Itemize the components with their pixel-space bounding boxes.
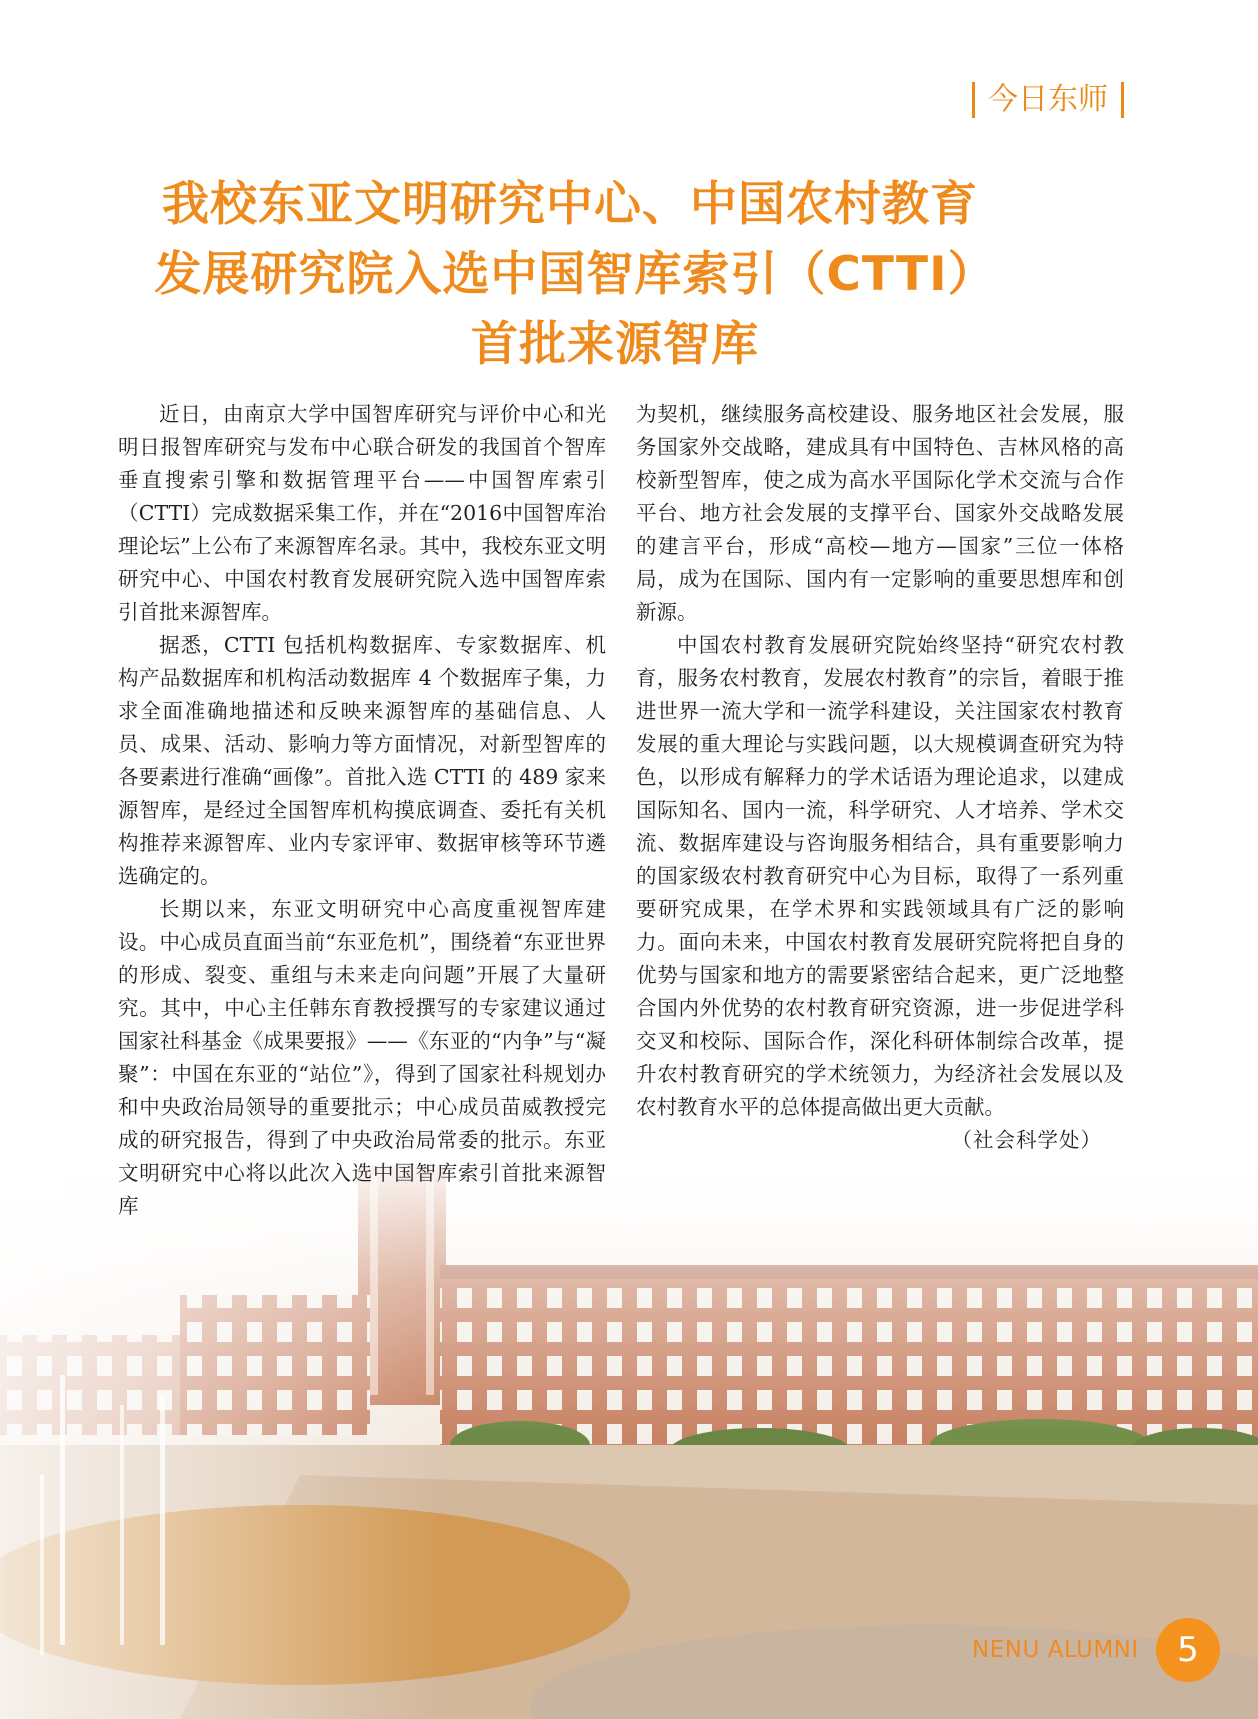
article-column-left — [118, 398, 606, 1223]
paragraph: 中国农村教育发展研究院始终坚持“研究农村教育，服务农村教育，发展农村教育”的宗旨，着眼于推进世界一流大学和一流学科建设，关注国家农村教育发展的重大理论与实践问题，以大规模调查研究为特色，以形成有解释力的学术话语为理论追求，以建成国际知名、国内一流，科学研究、人才培养、学术交流、数据库建设与咨询服务相结合，具有重要影响力的国家级农村教育研究中心为目标，取得了一系列重要研究成果，在学术界和实践领域具有广泛的影响力。面向未来，中国农村教育发展研究院将把自身的优势与国家和地方的需要紧密结合起来，更广泛地整合国内外优势的农村教育研究资源，进一步促进学科交叉和校际、国际合作，深化科研体制综合改革，提升农村教育研究的学术统领力，为经济社会发展以及农村教育水平的总体提高做出更大贡献。 — [636, 633, 1124, 1119]
article-title — [100, 170, 1140, 380]
campus-photo — [0, 1145, 1258, 1719]
article-source: （社会科学处） — [951, 1128, 1102, 1152]
magazine-brand: NENU ALUMNI — [972, 1637, 1139, 1663]
tag-divider-left — [972, 82, 975, 118]
page-number: 5 — [1156, 1618, 1220, 1682]
article-column-right — [636, 398, 1124, 1157]
paragraph: 近日，由南京大学中国智库研究与评价中心和光明日报智库研究与发布中心联合研发的我国首个智库垂直搜索引擎和数据管理平台——中国智库索引（CTTI）完成数据采集工作，并在“2016中国智库治理论坛”上公布了来源智库名录。其中，我校东亚文明研究中心、中国农村教育发展研究院入选中国智库索引首批来源智库。 — [118, 402, 606, 624]
title-line-3: 首批来源智库 — [471, 317, 759, 372]
paragraph: 长期以来，东亚文明研究中心高度重视智库建设。中心成员直面当前“东亚危机”，围绕着“东亚世界的形成、裂变、重组与未来走向问题”开展了大量研究。其中，中心主任韩东育教授撰写的专家建议通过国家社科基金《成果要报》——《东亚的“内争”与“凝聚”：中国在东亚的“站位”》，得到了国家社科规划办和中央政治局领导的重要批示；中心成员苗威教授完成的研究报告，得到了中央政治局常委的批示。东亚文明研究中心将以此次入选中国智库索引首批来源智库 — [118, 897, 606, 1218]
title-line-1: 我校东亚文明研究中心、中国农村教育 — [162, 177, 978, 232]
section-label: 今日东师 — [988, 82, 1108, 117]
title-line-2: 发展研究院入选中国智库索引（CTTI） — [154, 247, 996, 302]
tag-divider-right — [1121, 82, 1124, 118]
paragraph: 据悉，CTTI 包括机构数据库、专家数据库、机构产品数据库和机构活动数据库 4 个数据库子集，力求全面准确地描述和反映来源智库的基础信息、人员、成果、活动、影响力等方面情况，对新型智库的各要素进行准确“画像”。首批入选 CTTI 的 489 家来源智库，是经过全国智库机构摸底调查、委托有关机构推荐来源智库、业内专家评审、数据审核等环节遴选确定的。 — [118, 633, 606, 888]
section-tag — [972, 78, 1124, 122]
paragraph: 为契机，继续服务高校建设、服务地区社会发展，服务国家外交战略，建成具有中国特色、吉林风格的高校新型智库，使之成为高水平国际化学术交流与合作平台、地方社会发展的支撑平台、国家外交战略发展的建言平台，形成“高校—地方—国家”三位一体格局，成为在国际、国内有一定影响的重要思想库和创新源。 — [636, 402, 1124, 624]
